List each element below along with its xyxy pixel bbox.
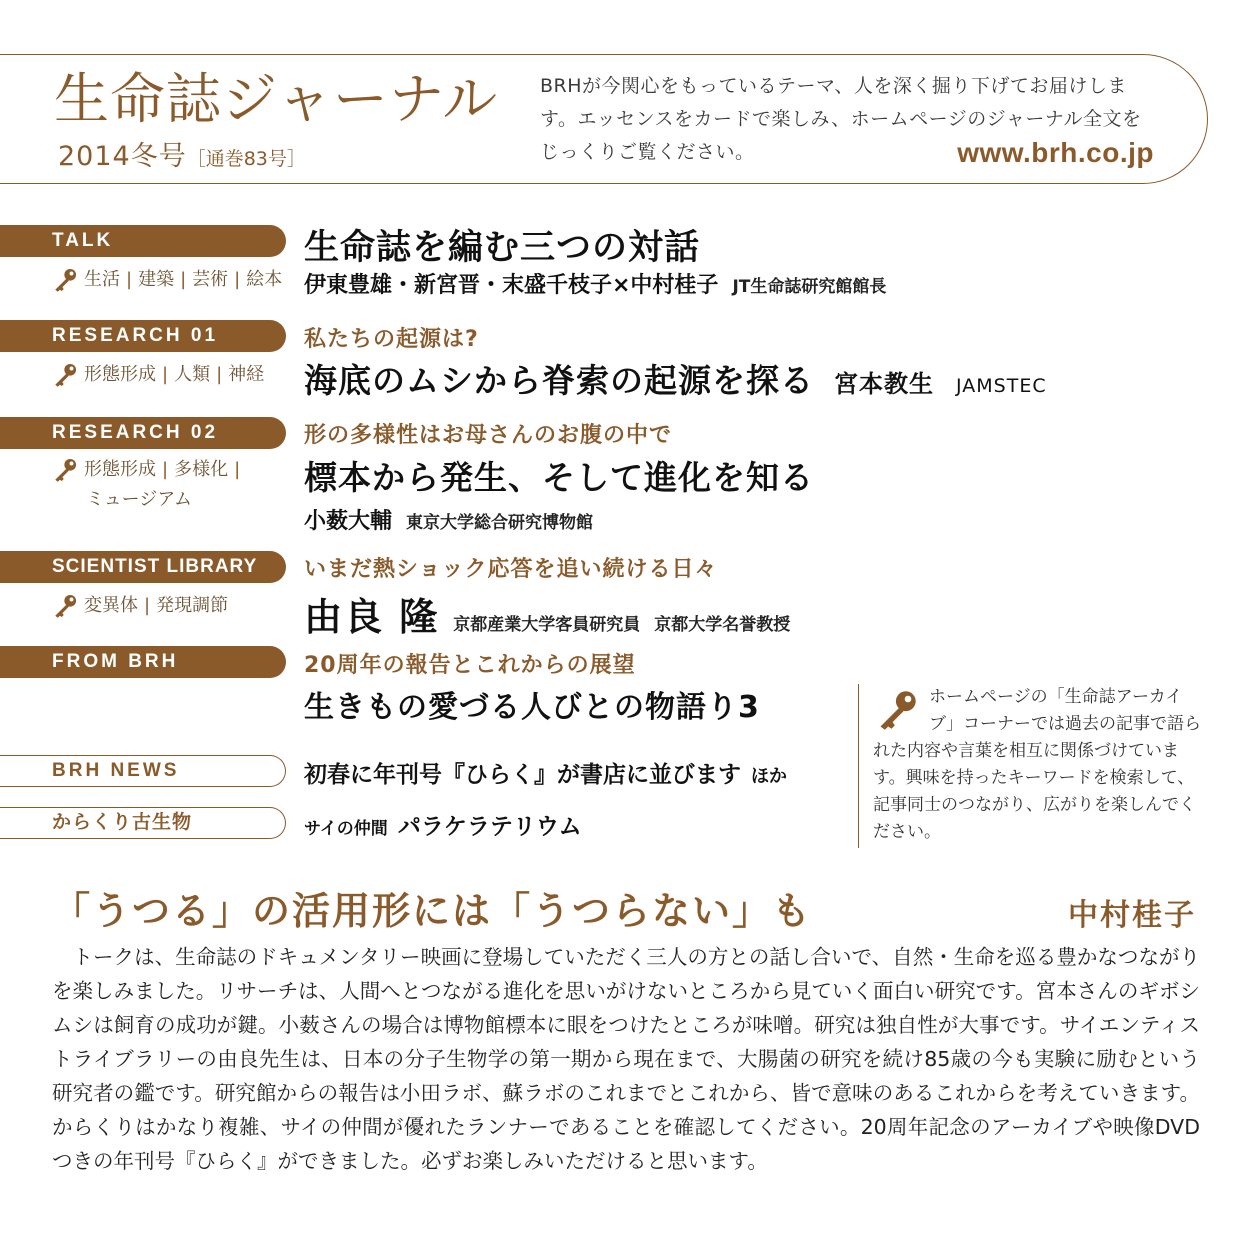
archive-note — [858, 684, 1204, 848]
brh-news-suffix: ほか — [751, 766, 787, 787]
key-icon — [52, 593, 78, 619]
key-icon — [52, 457, 78, 483]
research-02-affiliation: 東京大学総合研究博物館 — [406, 513, 594, 533]
keyword-item[interactable]: ミュージアム — [86, 489, 193, 510]
brh-news-line — [304, 756, 787, 789]
from-brh-subhead: 20周年の報告とこれからの展望 — [304, 653, 636, 678]
research-02-byline — [304, 504, 593, 535]
research-01-headline-row — [304, 355, 1047, 402]
key-icon — [52, 362, 78, 388]
keywords-scientist-library: 変異体 | 発現調節 — [52, 592, 228, 620]
research-02-author: 小薮大輔 — [304, 509, 393, 534]
scientist-library-affiliation-2: 京都大学名誉教授 — [654, 615, 791, 635]
keyword-item[interactable]: 芸術 — [192, 269, 229, 290]
keyword-item[interactable]: 神経 — [228, 364, 265, 385]
research-01-headline: 海底のムシから脊索の起源を探る — [304, 361, 814, 400]
archive-note-text: ホームページの「生命誌アーカイブ」コーナーでは過去の記事で語られた内容や言葉を相互に関係づけています。興味を持ったキーワードを検索して、記事同士のつながり、広がりを楽しんでください。 — [873, 687, 1201, 842]
karakuri-line — [304, 808, 582, 841]
research-02-headline: 標本から発生、そして進化を知る — [304, 458, 814, 497]
keywords-talk: 生活 | 建築 | 芸術 | 絵本 — [52, 266, 282, 294]
intro-text: BRHが今関心をもっているテーマ、人を深く掘り下げてお届けします。エッセンスをカードで楽しみ、ホームページのジャーナル全文をじっくりご覧ください。 — [540, 75, 1142, 163]
essay-author: 中村桂子 — [1068, 898, 1196, 933]
key-icon — [52, 267, 78, 293]
talk-headline: 生命誌を編む三つの対話 — [304, 228, 701, 268]
tag-brh-news: BRH NEWS — [0, 755, 286, 787]
keyword-item[interactable]: 生活 — [84, 269, 120, 290]
issue-label — [58, 140, 306, 177]
keywords-research-01: 形態形成 | 人類 | 神経 — [52, 361, 264, 389]
scientist-library-subhead: いまだ熱ショック応答を追い続ける日々 — [304, 557, 718, 582]
tag-research-02: RESEARCH 02 — [0, 417, 286, 449]
issue-volume: ［通巻83号］ — [186, 148, 306, 170]
issue-season: 2014冬号 — [58, 141, 187, 172]
tag-talk: TALK — [0, 225, 286, 257]
keyword-item[interactable]: 変異体 — [84, 595, 138, 616]
keyword-item[interactable]: 形態形成 — [84, 459, 156, 480]
keyword-item[interactable]: 絵本 — [246, 269, 283, 290]
research-01-subhead: 私たちの起源は? — [304, 327, 479, 352]
keyword-item[interactable]: 発現調節 — [156, 595, 229, 616]
essay-body: トークは、生命誌のドキュメンタリー映画に登場していただく三人の方との話し合いで、自然・生命を巡る豊かなつながりを楽しみました。リサーチは、人間へとつながる進化を思いがけないところから見ていく面白い研究です。宮本さんのギボシムシは飼育の成功が鍵。小薮さんの場合は博物館標本に眼をつけたところが味噌。研究は独自性が大事です。サイエンティストライブラリーの由良先生は、日本の分子生物学の第一期から現在まで、大腸菌の研究を続け85歳の今も実験に励むという研究者の鑑です。研究館からの報告は小田ラボ、蘇ラボのこれまでとこれから、皆で意味のあるこれからを考えていきます。からくりはかなり複雑、サイの仲間が優れたランナーであることを確認してください。20周年記念のアーカイブや映像DVDつきの年刊号『ひらく』ができました。必ずお楽しみいただけると思います。 — [52, 945, 1200, 1173]
keyword-item[interactable]: 多様化 — [174, 459, 229, 480]
scientist-library-affiliation-1: 京都産業大学客員研究員 — [453, 615, 641, 635]
tag-karakuri: からくり古生物 — [0, 807, 286, 839]
tag-scientist-library: SCIENTIST LIBRARY — [0, 551, 286, 583]
from-brh-headline: 生きもの愛づる人びとの物語り3 — [304, 690, 760, 725]
research-01-affiliation: JAMSTEC — [956, 375, 1047, 397]
talk-byline — [304, 268, 886, 299]
scientist-library-byline — [304, 586, 790, 641]
tag-from-brh: FROM BRH — [0, 646, 286, 678]
magazine-title: 生命誌ジャーナル — [54, 67, 499, 131]
site-url-link[interactable]: www.brh.co.jp — [957, 137, 1154, 168]
karakuri-title[interactable]: パラケラテリウム — [397, 814, 582, 840]
keywords-research-02: 形態形成 | 多様化 | — [52, 456, 246, 484]
talk-participants: 伊東豊雄・新宮晋・末盛千枝子×中村桂子 — [304, 273, 719, 298]
tag-research-01: RESEARCH 01 — [0, 320, 286, 352]
research-02-subhead: 形の多様性はお母さんのお腹の中で — [304, 423, 673, 448]
scientist-library-name: 由良 隆 — [304, 594, 440, 639]
talk-affiliation: JT生命誌研究館館長 — [732, 277, 887, 297]
keyword-item[interactable]: 建築 — [138, 269, 175, 290]
keyword-item[interactable]: 人類 — [174, 364, 211, 385]
keyword-item[interactable]: 形態形成 — [84, 364, 156, 385]
essay-title: 「うつる」の活用形には「うつらない」も — [52, 889, 813, 933]
key-icon — [875, 688, 919, 732]
research-01-author: 宮本教生 — [834, 370, 934, 398]
brh-news-text[interactable]: 初春に年刊号『ひらく』が書店に並びます — [304, 762, 741, 788]
karakuri-prefix: サイの仲間 — [304, 819, 388, 839]
keywords-research-02-line2 — [86, 486, 192, 514]
